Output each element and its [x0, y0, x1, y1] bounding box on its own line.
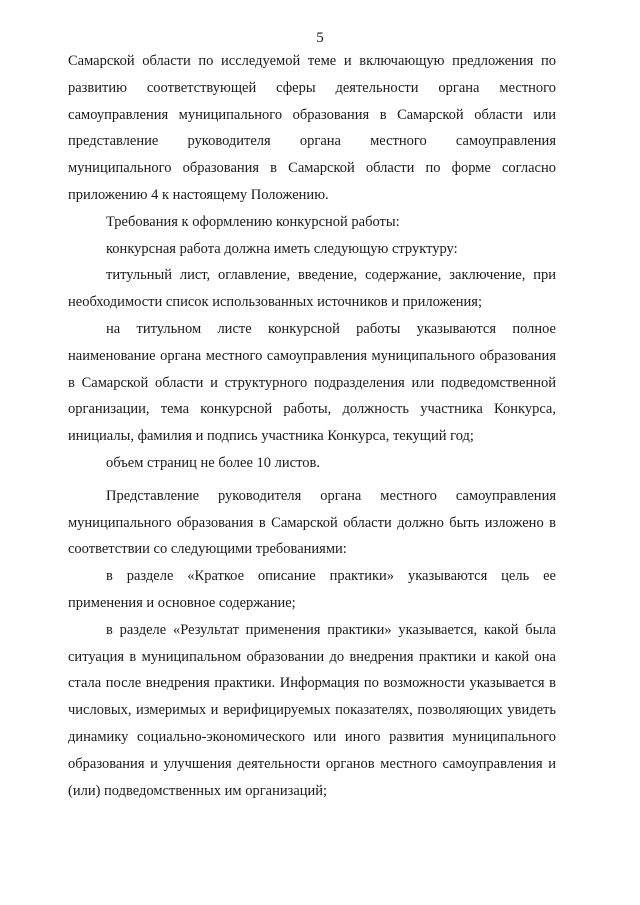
paragraph: конкурсная работа должна иметь следующую структуру: [106, 240, 458, 257]
paragraph: на титульном листе конкурсной работы указываются полное наименование органа местного самоуправления муниципального образования в Самарской области и структурного подразделения или подведомственной организации, тема конкурсной работы, должность участника Конкурса, инициалы, фамилия и подпись участника Конкурса, текущий год; [68, 320, 556, 445]
document-body [68, 48, 556, 804]
page-number: 5 [316, 30, 324, 46]
paragraph: титульный лист, оглавление, введение, содержание, заключение, при необходимости список использованных источников и приложения; [68, 267, 556, 311]
paragraph: в разделе «Краткое описание практики» указываются цель ее применения и основное содержание; [68, 568, 556, 611]
paragraph: Представление руководителя органа местного самоуправления муниципального образования в Самарской области должно быть изложено в соответствии со следующими требованиями: [68, 487, 556, 558]
paragraph: в разделе «Результат применения практики» указывается, какой была ситуация в муниципальном образовании до внедрения практики и какой она стала после внедрения практики. Информация по возможности указывается в числовых, измеримых и верифицируемых показателях, позволяющих увидеть динамику социально-экономического или иного развития муниципального образования и улучшения деятельности органов местного самоуправления и (или) подведомственных им организаций; [68, 621, 556, 799]
paragraph: Требования к оформлению конкурсной работы: [106, 213, 400, 230]
paragraph: Самарской области по исследуемой теме и включающую предложения по развитию соответствующей сферы деятельности органа местного самоуправления муниципального образования в Самарской области или представление руководителя органа местного самоуправления муниципального образования в Самарской области по форме согласно приложению 4 к настоящему Положению. [68, 53, 556, 203]
paragraph: объем страниц не более 10 листов. [106, 454, 320, 471]
